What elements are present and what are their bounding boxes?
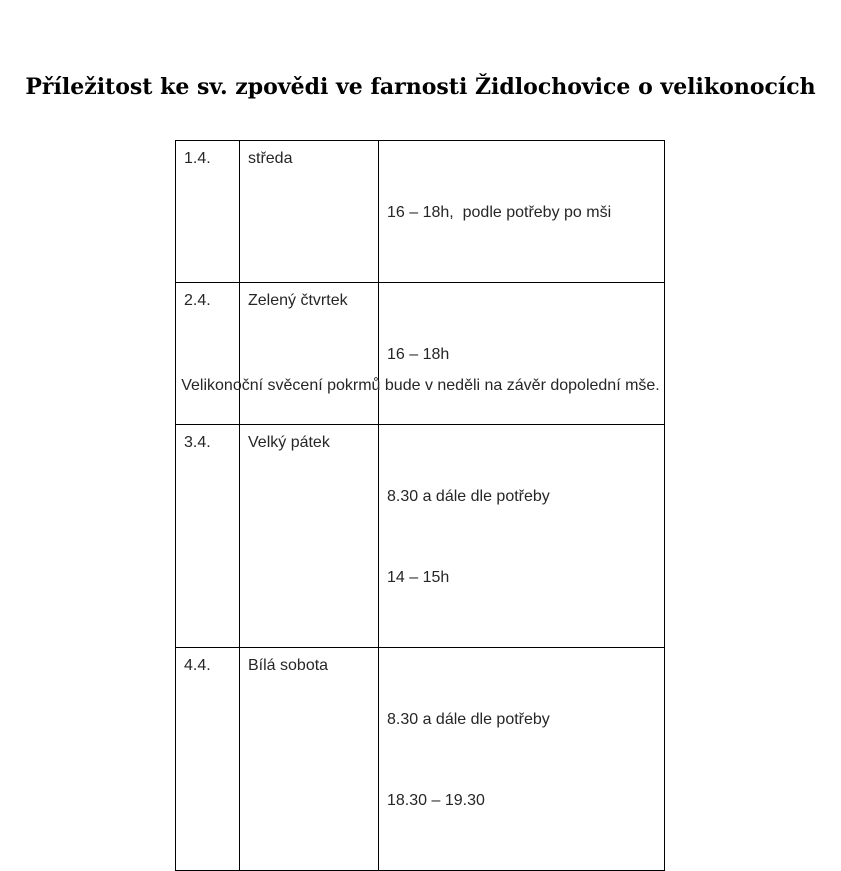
date-cell: 1.4.	[176, 141, 240, 283]
day-cell: Velký pátek	[240, 425, 379, 648]
time-line: 8.30 a dále dle potřeby	[387, 711, 550, 728]
table-row	[176, 141, 665, 283]
table-row	[176, 425, 665, 648]
time-cell	[379, 283, 665, 425]
day-cell: Bílá sobota	[240, 648, 379, 871]
time-cell	[379, 425, 665, 648]
time-line: 16 – 18h, podle potřeby po mši	[387, 204, 612, 221]
time-line: 16 – 18h	[387, 346, 450, 363]
date-cell: 3.4.	[176, 425, 240, 648]
time-line: 18.30 – 19.30	[387, 792, 485, 809]
day-cell: Zelený čtvrtek	[240, 283, 379, 425]
footer-note: Velikonoční svěcení pokrmů bude v neděli na závěr dopolední mše.	[181, 377, 660, 394]
date-cell: 4.4.	[176, 648, 240, 871]
day-cell: středa	[240, 141, 379, 283]
confession-schedule-table	[175, 140, 665, 871]
date-cell: 2.4.	[176, 283, 240, 425]
page-title: Příležitost ke sv. zpovědi ve farnosti Židlochovice o velikonocích	[25, 74, 816, 100]
table-row	[176, 283, 665, 425]
time-cell	[379, 141, 665, 283]
time-cell	[379, 648, 665, 871]
time-line: 14 – 15h	[387, 569, 450, 586]
time-line: 8.30 a dále dle potřeby	[387, 488, 550, 505]
table-row	[176, 648, 665, 871]
